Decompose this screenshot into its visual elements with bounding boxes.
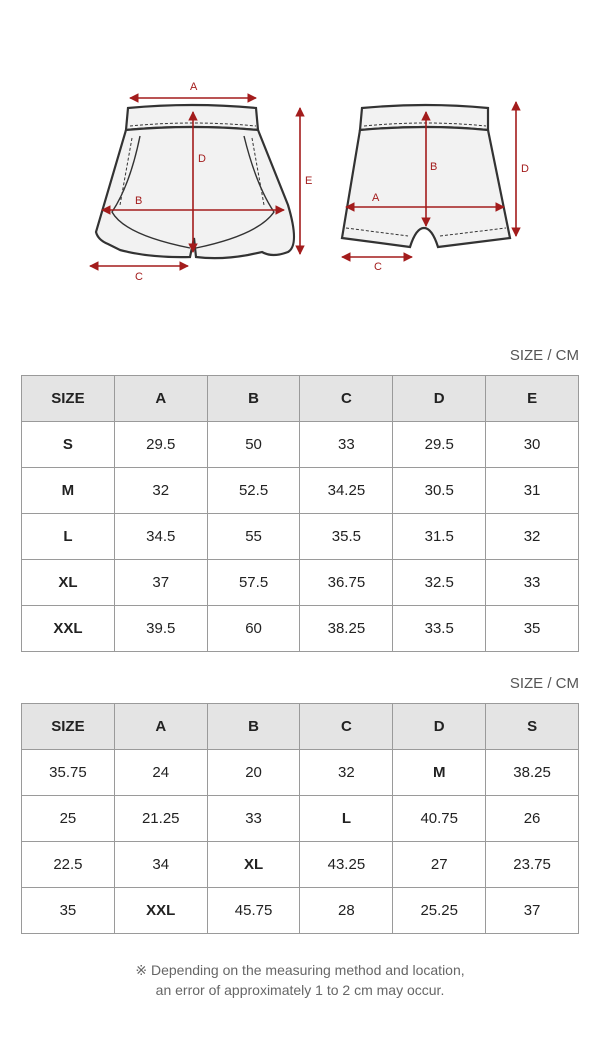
header-cell: B [207,704,300,750]
table-row [22,750,579,796]
table-cell: 29.5 [393,422,486,468]
table-cell: 31 [486,468,579,514]
size-cell: M [22,468,115,514]
size-cell: M [393,750,486,796]
table-row [22,422,579,468]
front-label-c: C [135,271,143,283]
table-cell: 35.75 [22,750,115,796]
table-cell: 52.5 [207,468,300,514]
size-table-2 [21,703,579,934]
table-header-row [22,376,579,422]
table-cell: 34 [114,842,207,888]
table-cell: 30 [486,422,579,468]
table-cell: 29.5 [114,422,207,468]
table-row [22,514,579,560]
header-cell: S [486,704,579,750]
front-label-e: E [305,175,313,187]
table-cell: 40.75 [393,796,486,842]
table-cell: 30.5 [393,468,486,514]
table-cell: 38.25 [300,606,393,652]
table-cell: 32 [114,468,207,514]
table1-unit-label: SIZE / CM [509,347,579,364]
back-label-a: A [372,192,380,204]
size-cell: L [22,514,115,560]
table-cell: 24 [114,750,207,796]
front-label-d: D [198,153,206,165]
size-table-1 [21,375,579,652]
table-cell: 50 [207,422,300,468]
header-cell: D [393,376,486,422]
table-cell: 25.25 [393,888,486,934]
table-cell: 57.5 [207,560,300,606]
table-cell: 43.25 [300,842,393,888]
table-cell: 28 [300,888,393,934]
table-cell: 39.5 [114,606,207,652]
note-line-2: an error of approximately 1 to 2 cm may occur. [155,982,445,998]
note-line-1: ※ Depending on the measuring method and location, [135,962,465,978]
header-cell: E [486,376,579,422]
table-cell: 20 [207,750,300,796]
table-cell: 22.5 [22,842,115,888]
table-cell: 37 [114,560,207,606]
table-cell: 32 [486,514,579,560]
table2-unit-label: SIZE / CM [509,675,579,692]
header-cell: B [207,376,300,422]
back-label-c: C [374,261,382,273]
size-cell: XXL [114,888,207,934]
table-cell: 35.5 [300,514,393,560]
table-header-row [22,704,579,750]
table-cell: 23.75 [486,842,579,888]
table-cell: 34.5 [114,514,207,560]
header-cell: SIZE [22,376,115,422]
front-label-b: B [135,195,143,207]
table-row [22,560,579,606]
size-cell: L [300,796,393,842]
header-cell: D [393,704,486,750]
header-cell: A [114,376,207,422]
back-label-b: B [430,161,438,173]
table-cell: 36.75 [300,560,393,606]
table-cell: 55 [207,514,300,560]
table-cell: 26 [486,796,579,842]
size-cell: XL [207,842,300,888]
table-cell: 31.5 [393,514,486,560]
header-cell: A [114,704,207,750]
table-cell: 38.25 [486,750,579,796]
table-row [22,468,579,514]
table-cell: 33 [486,560,579,606]
table-row [22,842,579,888]
table-cell: 35 [486,606,579,652]
size-cell: S [22,422,115,468]
table-row [22,606,579,652]
header-cell: C [300,376,393,422]
table-cell: 34.25 [300,468,393,514]
table-cell: 60 [207,606,300,652]
table-cell: 37 [486,888,579,934]
front-label-a: A [190,81,198,93]
table-row [22,888,579,934]
front-shorts-illustration [96,105,294,258]
table-cell: 33 [300,422,393,468]
header-cell: SIZE [22,704,115,750]
table-cell: 45.75 [207,888,300,934]
size-cell: XL [22,560,115,606]
back-label-d: D [521,163,529,175]
table-cell: 32.5 [393,560,486,606]
header-cell: C [300,704,393,750]
table-cell: 27 [393,842,486,888]
table-cell: 33 [207,796,300,842]
size-cell: XXL [22,606,115,652]
table-cell: 32 [300,750,393,796]
table-row [22,796,579,842]
table-cell: 33.5 [393,606,486,652]
measurement-note [0,960,600,1000]
table-cell: 25 [22,796,115,842]
table-cell: 35 [22,888,115,934]
garment-measurement-diagram [0,0,600,330]
table-cell: 21.25 [114,796,207,842]
